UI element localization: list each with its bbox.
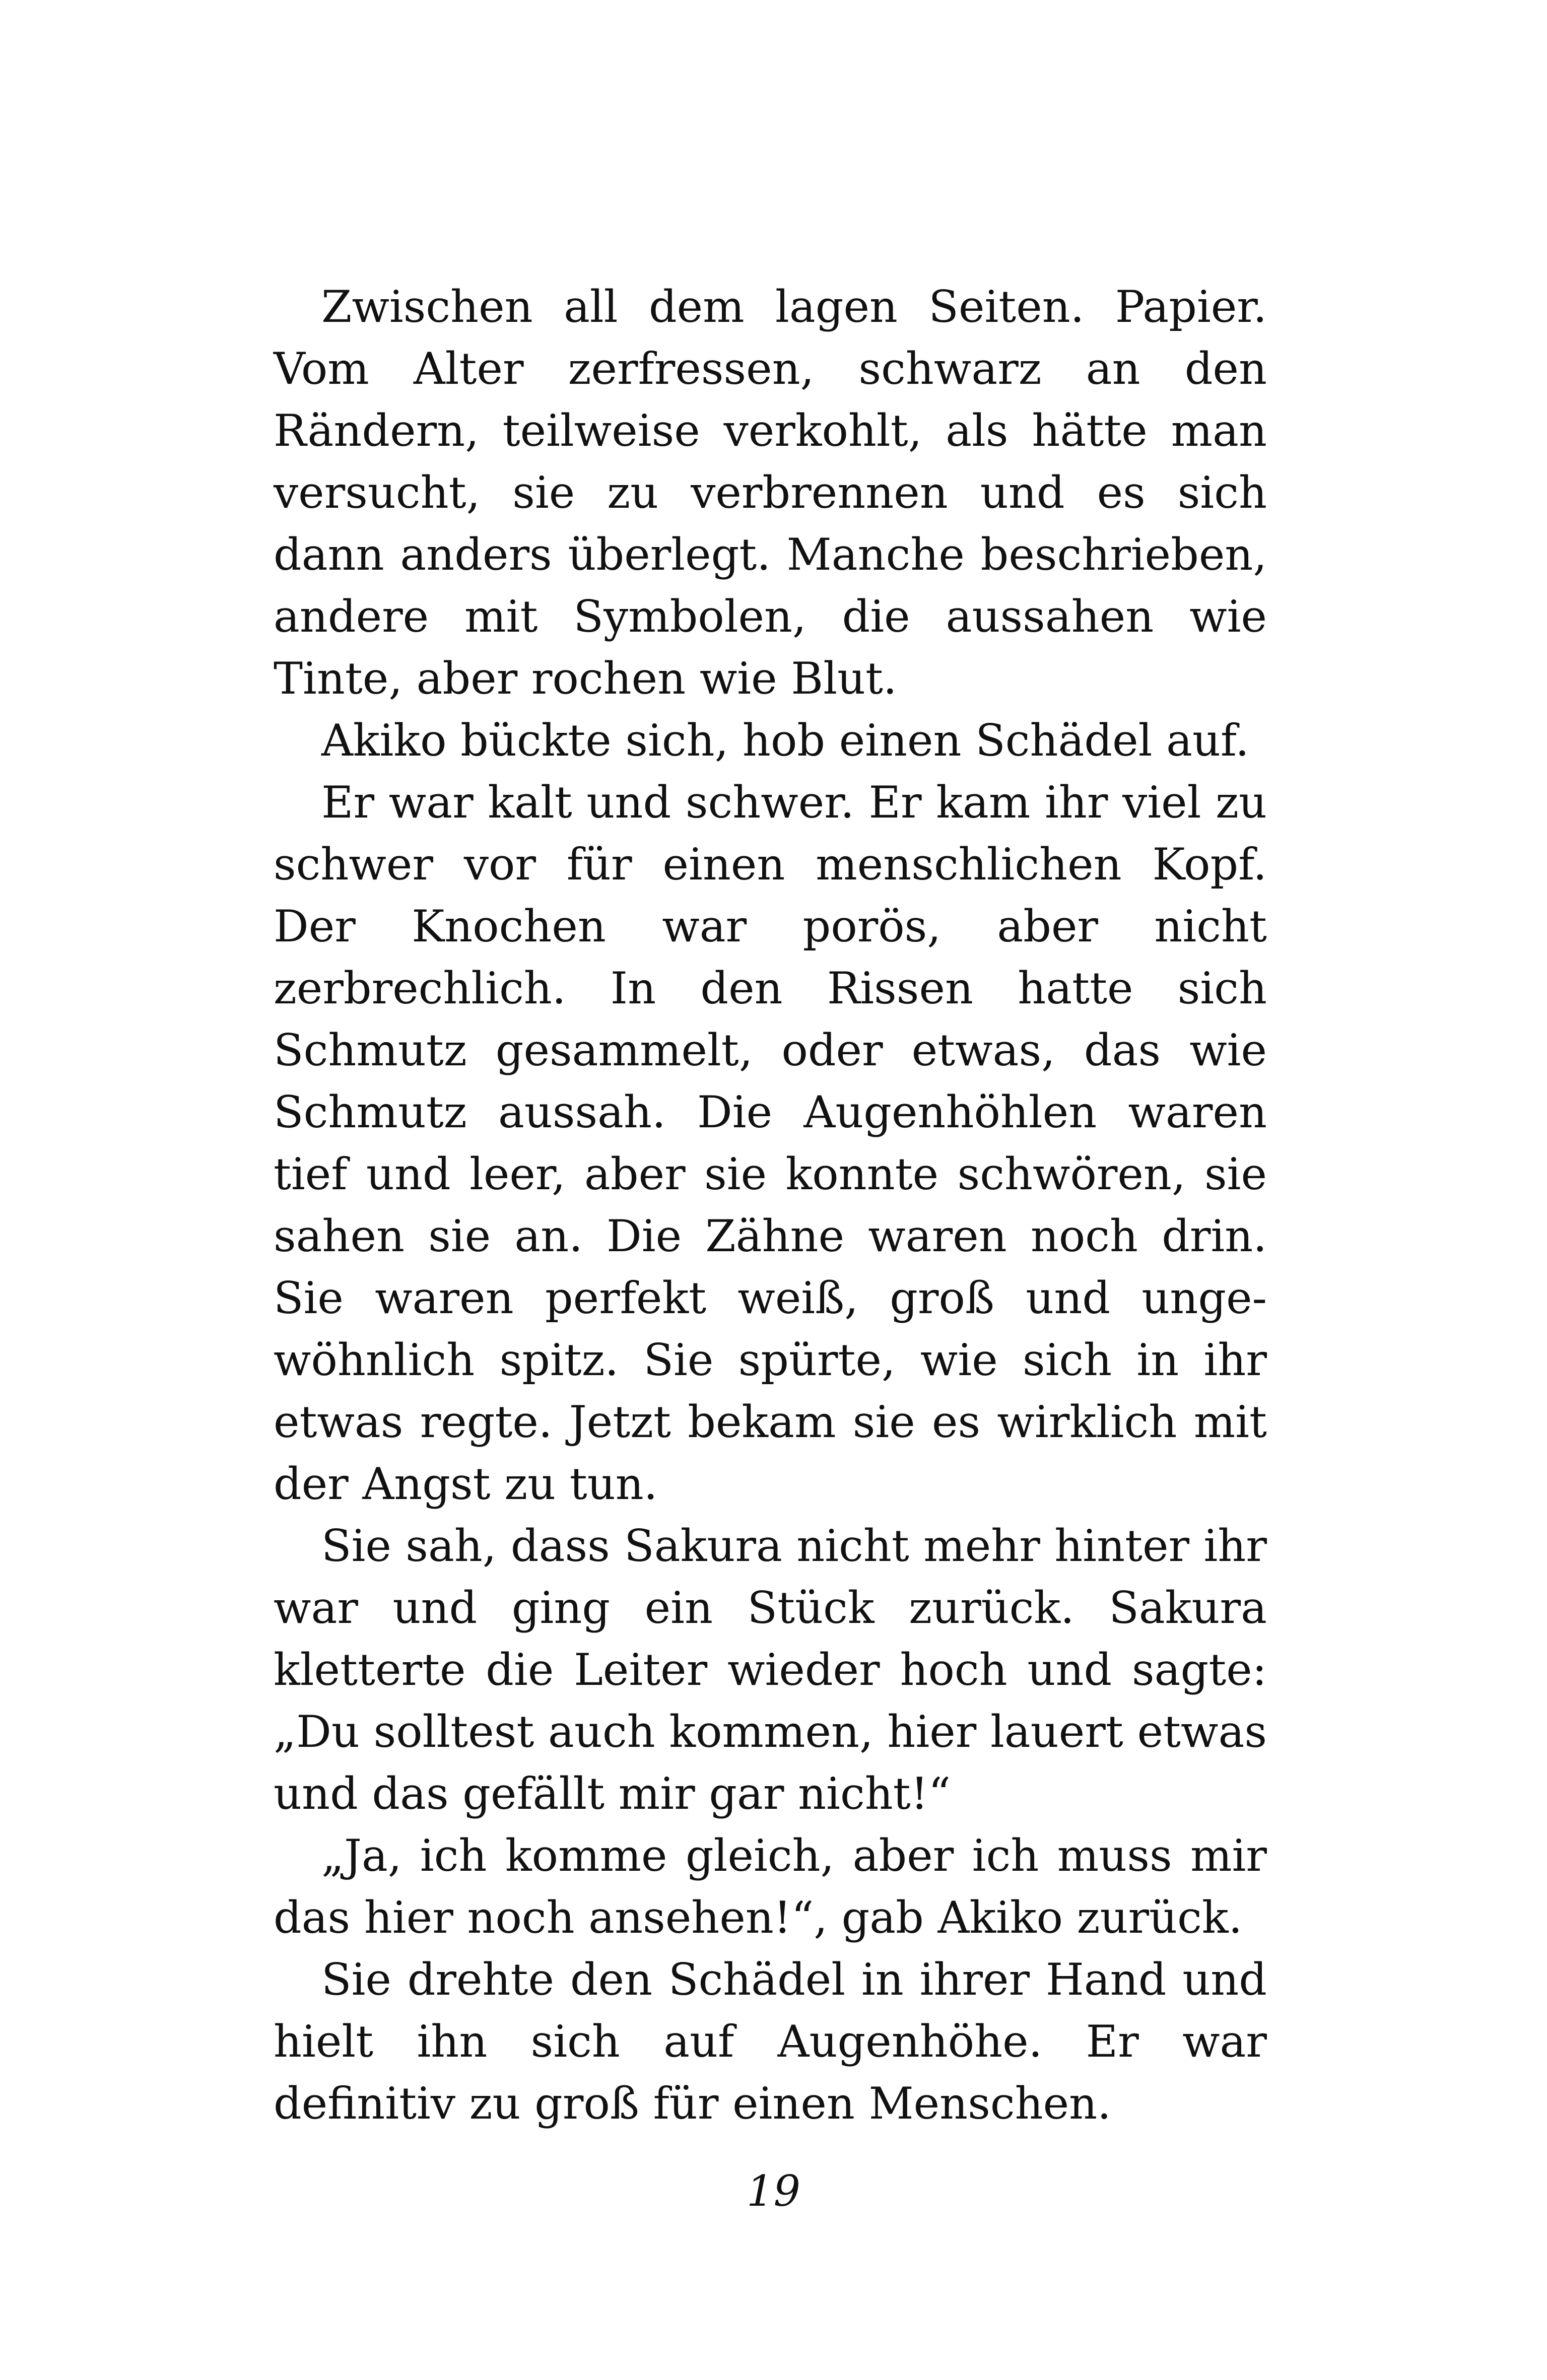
paragraph-1: Zwischen all dem lagen Seiten. Papier. Vom Alter zerfressen, schwarz an den Rändern, teilweise verkohlt, als hätte man versucht, sie zu verbrennen und es sich dann anders überlegt. Manche beschrieben, andere mit Symbolen, die aussahen wie Tinte, aber rochen wie Blut. bbox=[274, 281, 1267, 704]
paragraph-3: Er war kalt und schwer. Er kam ihr viel zu schwer vor für einen menschlichen Kopf. Der Knochen war porös, aber nicht zerbrechlich. In den Rissen hatte sich Schmutz gesammelt, oder etwas, das wie Schmutz aussah. Die Augenhöhlen waren tief und leer, aber sie konnte schwören, sie sahen sie an. Die Zähne waren noch drin. Sie waren perfekt weiß, groß und ungewöhnlich spitz. Sie spürte, wie sich in ihr etwas regte. Jetzt bekam sie es wirklich mit der Angst zu tun. bbox=[274, 777, 1267, 1510]
paragraph-6: Sie drehte den Schädel in ihrer Hand und hielt ihn sich auf Augenhöhe. Er war definitiv zu groß für einen Menschen. bbox=[274, 1954, 1267, 2129]
paragraph-5: „Ja, ich komme gleich, aber ich muss mir das hier noch ansehen!“, gab Akiko zurück. bbox=[274, 1830, 1267, 1943]
body-text bbox=[274, 276, 1267, 2135]
page-number: 19 bbox=[747, 2166, 800, 2216]
paragraph-2: Akiko bückte sich, hob einen Schädel auf. bbox=[321, 715, 1249, 766]
paragraph-4: Sie sah, dass Sakura nicht mehr hinter ihr war und ging ein Stück zurück. Sakura kletterte die Leiter wieder hoch und sagte: „Du solltest auch kommen, hier lauert etwas und das gefällt mir gar nicht!“ bbox=[274, 1520, 1267, 1819]
